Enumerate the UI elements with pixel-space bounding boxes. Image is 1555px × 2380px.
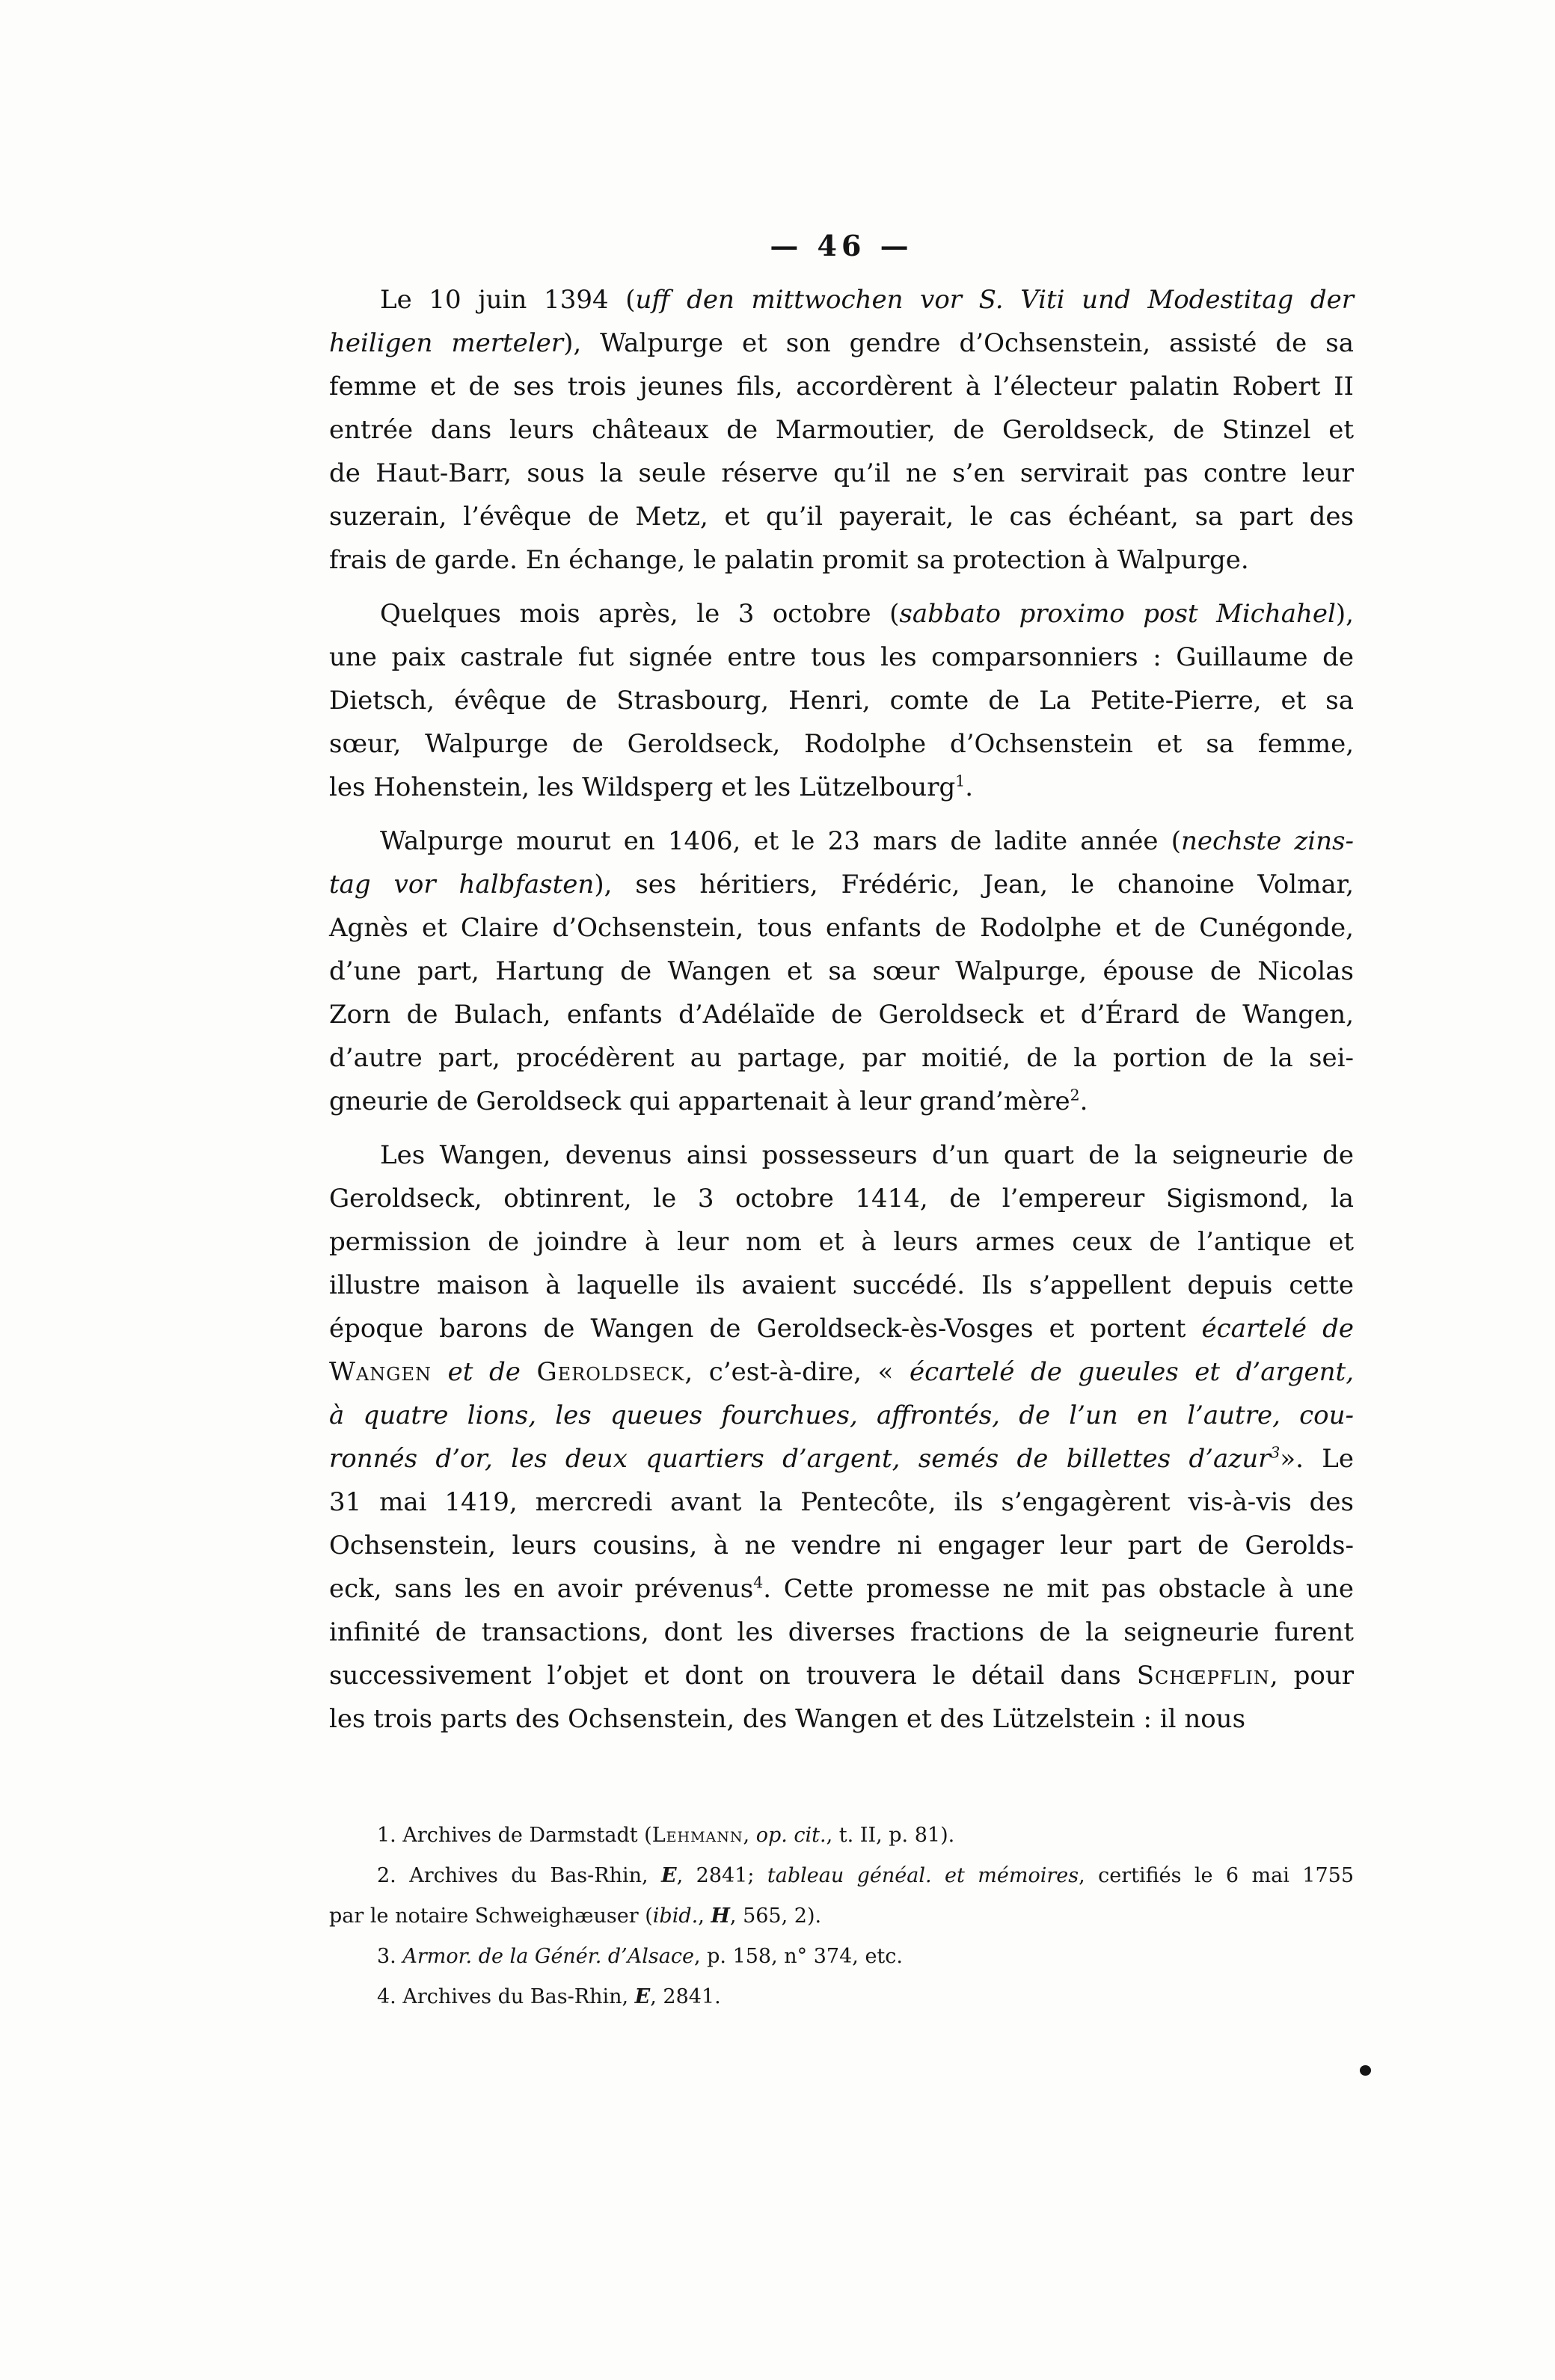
paragraph <box>329 592 1354 809</box>
page-number: — 46 — <box>770 229 913 262</box>
text-line: époque barons de Wangen de Geroldseck-ès-Vosges et portent écartelé de <box>329 1314 1354 1344</box>
footnote-line: par le notaire Schweighæuser (ibid., H, 565, 2). <box>329 1904 822 1928</box>
text-line: les trois parts des Ochsenstein, des Wangen et des Lützelstein : il nous <box>329 1704 1246 1734</box>
footnote <box>329 1937 1354 1977</box>
text-line: entrée dans leurs châteaux de Marmoutier, de Geroldseck, de Stinzel et <box>329 415 1354 445</box>
footnotes <box>329 1815 1354 2017</box>
text-line: Geroldseck, obtinrent, le 3 octobre 1414, de l’empereur Sigismond, la <box>329 1184 1354 1214</box>
text-line: Walpurge mourut en 1406, et le 23 mars de ladite année (nechste zins- <box>380 826 1354 856</box>
footnote-line: 2. Archives du Bas-Rhin, E, 2841; tableau généal. et mémoires, certifiés le 6 mai 1755 <box>377 1864 1354 1887</box>
text-line: heiligen merteler), Walpurge et son gendre d’Ochsenstein, assisté de sa <box>329 328 1354 358</box>
paragraph <box>329 278 1354 582</box>
footnote <box>329 1977 1354 2017</box>
body-text <box>329 278 1354 1741</box>
text-line: une paix castrale fut signée entre tous les comparsonniers : Guillaume de <box>329 642 1354 672</box>
text-line: Agnès et Claire d’Ochsenstein, tous enfants de Rodolphe et de Cunégonde, <box>329 913 1354 943</box>
footnote <box>329 1815 1354 1856</box>
text-line: suzerain, l’évêque de Metz, et qu’il payerait, le cas échéant, sa part des <box>329 502 1354 532</box>
text-line: successivement l’objet et dont on trouvera le détail dans Schœpflin, pour <box>329 1661 1355 1691</box>
text-line: 31 mai 1419, mercredi avant la Pentecôte, ils s’engagèrent vis-à-vis des <box>329 1487 1354 1517</box>
text-line: Ochsenstein, leurs cousins, à ne vendre ni engager leur part de Gerolds- <box>329 1531 1354 1560</box>
text-line: de Haut-Barr, sous la seule réserve qu’il ne s’en servirait pas contre leur <box>329 458 1354 488</box>
footnote-line: 4. Archives du Bas-Rhin, E, 2841. <box>377 1985 721 2008</box>
text-line: Le 10 juin 1394 (uff den mittwochen vor S. Viti und Modestitag der <box>380 285 1354 315</box>
text-line: Quelques mois après, le 3 octobre (sabbato proximo post Michahel), <box>380 599 1354 629</box>
text-line: frais de garde. En échange, le palatin promit sa protection à Walpurge. <box>329 545 1249 575</box>
text-line: Dietsch, évêque de Strasbourg, Henri, comte de La Petite-Pierre, et sa <box>329 686 1354 716</box>
text-line: les Hohenstein, les Wildsperg et les Lützelbourg$^1$. <box>329 772 974 802</box>
text-line: infinité de transactions, dont les diverses fractions de la seigneurie furent <box>329 1617 1354 1647</box>
text-line: illustre maison à laquelle ils avaient succédé. Ils s’appellent depuis cette <box>329 1270 1354 1300</box>
text-line: Les Wangen, devenus ainsi possesseurs d’un quart de la seigneurie de <box>380 1140 1354 1170</box>
text-line: sœur, Walpurge de Geroldseck, Rodolphe d’Ochsenstein et sa femme, <box>329 729 1354 759</box>
footnote-line: 1. Archives de Darmstadt (Lehmann, op. cit., t. II, p. 81). <box>377 1824 955 1847</box>
text-line: à quatre lions, les queues fourchues, affrontés, de l’un en l’autre, cou- <box>329 1400 1354 1430</box>
paragraph <box>329 1134 1354 1741</box>
text-line: ronnés d’or, les deux quartiers d’argent, semés de billettes d’azur$^3$». Le <box>329 1443 1355 1474</box>
text-line: tag vor halbfasten), ses héritiers, Frédéric, Jean, le chanoine Volmar, <box>329 870 1354 900</box>
paragraph <box>329 820 1354 1123</box>
text-line: permission de joindre à leur nom et à leurs armes ceux de l’antique et <box>329 1227 1354 1257</box>
text-line: Wangen et de Geroldseck, c’est-à-dire, « écartelé de gueules et d’argent, <box>329 1357 1355 1387</box>
text-line: Zorn de Bulach, enfants d’Adélaïde de Geroldseck et d’Érard de Wangen, <box>329 1000 1354 1030</box>
text-line: gneurie de Geroldseck qui appartenait à leur grand’mère$^2$. <box>329 1086 1088 1116</box>
text-line: femme et de ses trois jeunes fils, accordèrent à l’électeur palatin Robert II <box>329 372 1354 402</box>
text-line: eck, sans les en avoir prévenus$^4$. Cette promesse ne mit pas obstacle à une <box>329 1573 1354 1604</box>
footnote <box>329 1856 1354 1937</box>
footnote-line: 3. Armor. de la Génér. d’Alsace, p. 158, n° 374, etc. <box>377 1945 903 1968</box>
ink-speck <box>1360 2065 1371 2076</box>
text-line: d’autre part, procédèrent au partage, par moitié, de la portion de la sei- <box>329 1043 1354 1073</box>
text-line: d’une part, Hartung de Wangen et sa sœur Walpurge, épouse de Nicolas <box>329 956 1354 986</box>
